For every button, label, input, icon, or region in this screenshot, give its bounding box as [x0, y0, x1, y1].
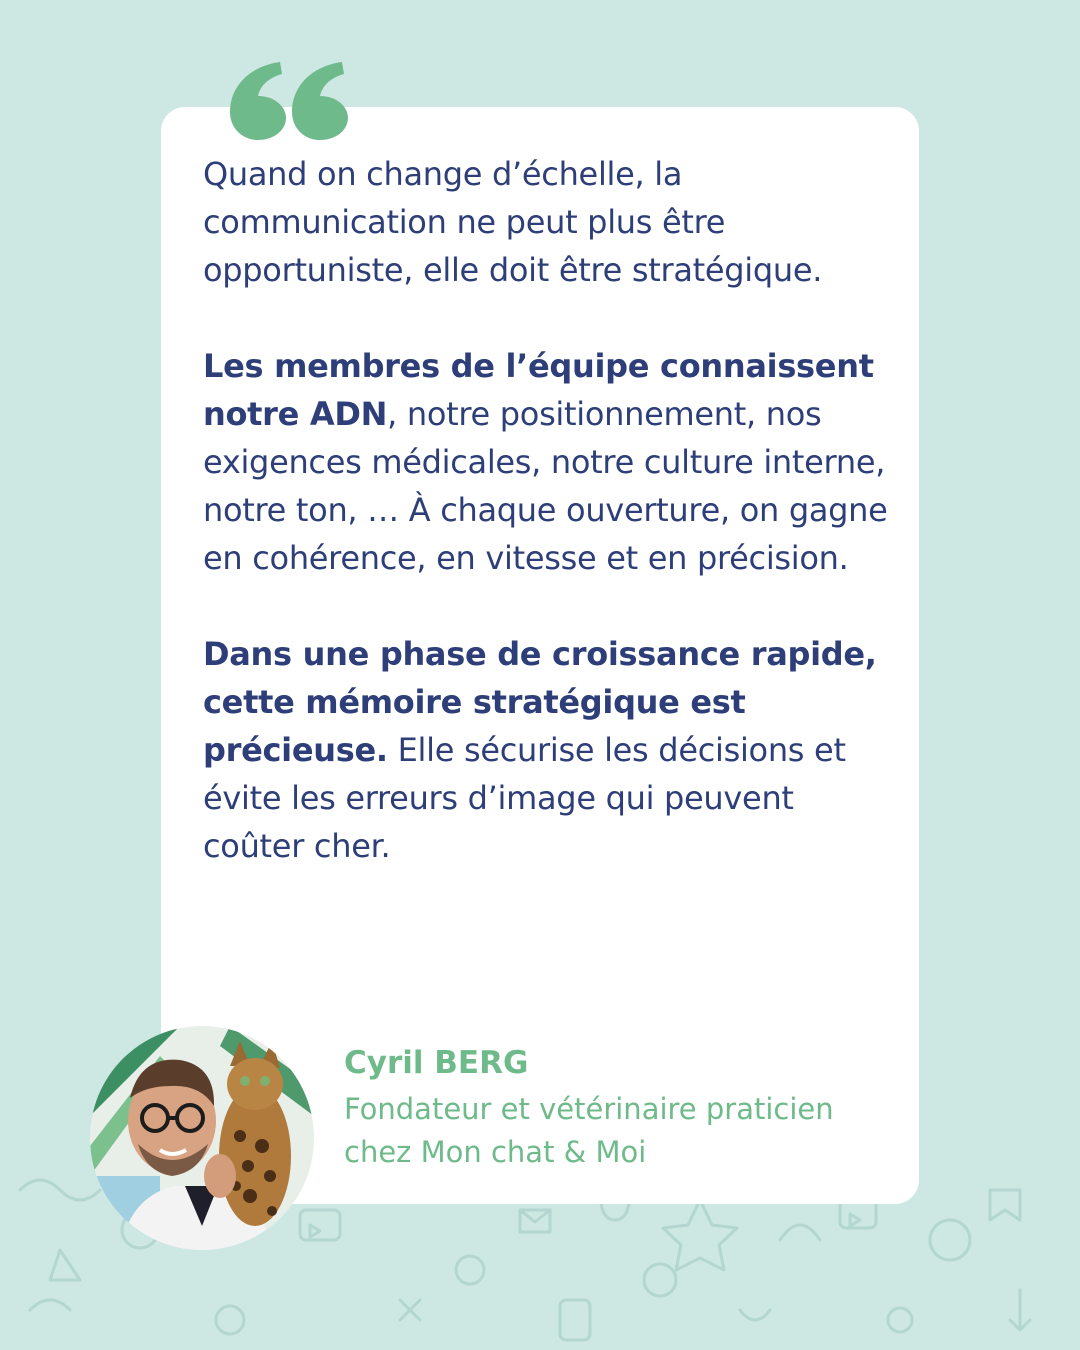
quote-highlight-1: Les membres de l’équipe connaissent notre ADN — [203, 347, 874, 433]
quote-paragraph-1: Quand on change d’échelle, la communication ne peut plus être opportuniste, elle doit être stratégique. — [203, 155, 823, 289]
quote-paragraph-2 — [203, 342, 903, 582]
quote-paragraph-3-rest: Elle sécurise les décisions et évite les erreurs d’image qui peuvent coûter cher. — [203, 731, 846, 865]
author-role-line-2: chez Mon chat & Moi — [344, 1135, 647, 1169]
quote-icon — [228, 62, 348, 140]
author-name: Cyril BERG — [344, 1045, 529, 1081]
quote-paragraph-2-rest: , notre positionnement, nos exigences médicales, notre culture interne, notre ton, … À chaque ouverture, on gagne en cohérence, en vitesse et en précision. — [203, 395, 888, 577]
author-role-line-1: Fondateur et vétérinaire praticien — [344, 1092, 834, 1126]
quote-highlight-2: Dans une phase de croissance rapide, cette mémoire stratégique est précieuse. — [203, 635, 877, 769]
quote-text — [203, 150, 903, 870]
avatar — [90, 1026, 314, 1250]
author-role — [344, 1088, 904, 1174]
quote-paragraph-3 — [203, 630, 903, 870]
avatar-photo — [90, 1026, 314, 1250]
